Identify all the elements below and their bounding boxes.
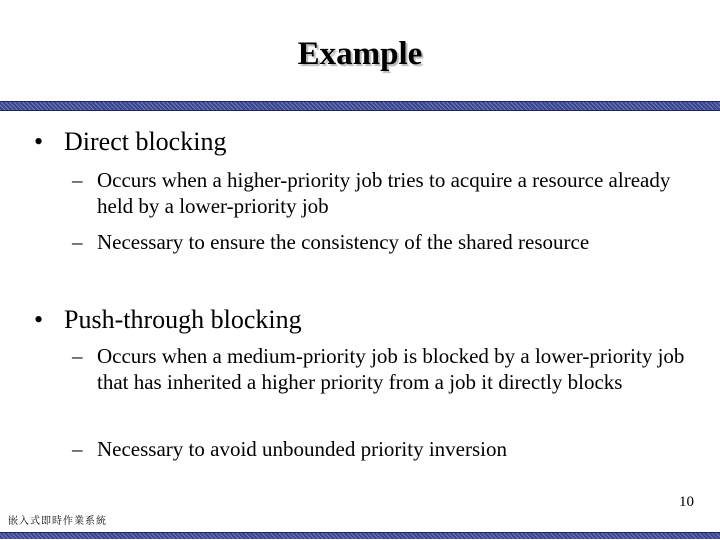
bullet-marker: •	[34, 127, 44, 156]
bullet-text: Push-through blocking	[64, 305, 302, 334]
page-number: 10	[679, 494, 694, 510]
footer-text: 嵌入式即時作業系統	[8, 516, 107, 527]
footer-divider	[0, 532, 720, 539]
bullet-marker: •	[34, 305, 44, 334]
subitem-text: Necessary to ensure the consistency of the shared resource	[97, 230, 590, 254]
subitem-text: Occurs when a medium-priority job is blocked by a lower-priority job that has inherited a higher priority from a job it directly blocks	[97, 344, 685, 394]
subitem-marker: –	[72, 437, 83, 461]
title-divider	[0, 101, 720, 111]
subitem-marker: –	[72, 230, 83, 254]
slide-title: Example	[297, 36, 423, 72]
subitem-marker: –	[72, 168, 83, 192]
subitem-text: Necessary to avoid unbounded priority inversion	[97, 437, 507, 461]
subitem-marker: –	[72, 344, 83, 368]
bullet-text: Direct blocking	[64, 127, 227, 156]
subitem-text: Occurs when a higher-priority job tries to acquire a resource already held by a lower-priority job	[97, 168, 671, 218]
